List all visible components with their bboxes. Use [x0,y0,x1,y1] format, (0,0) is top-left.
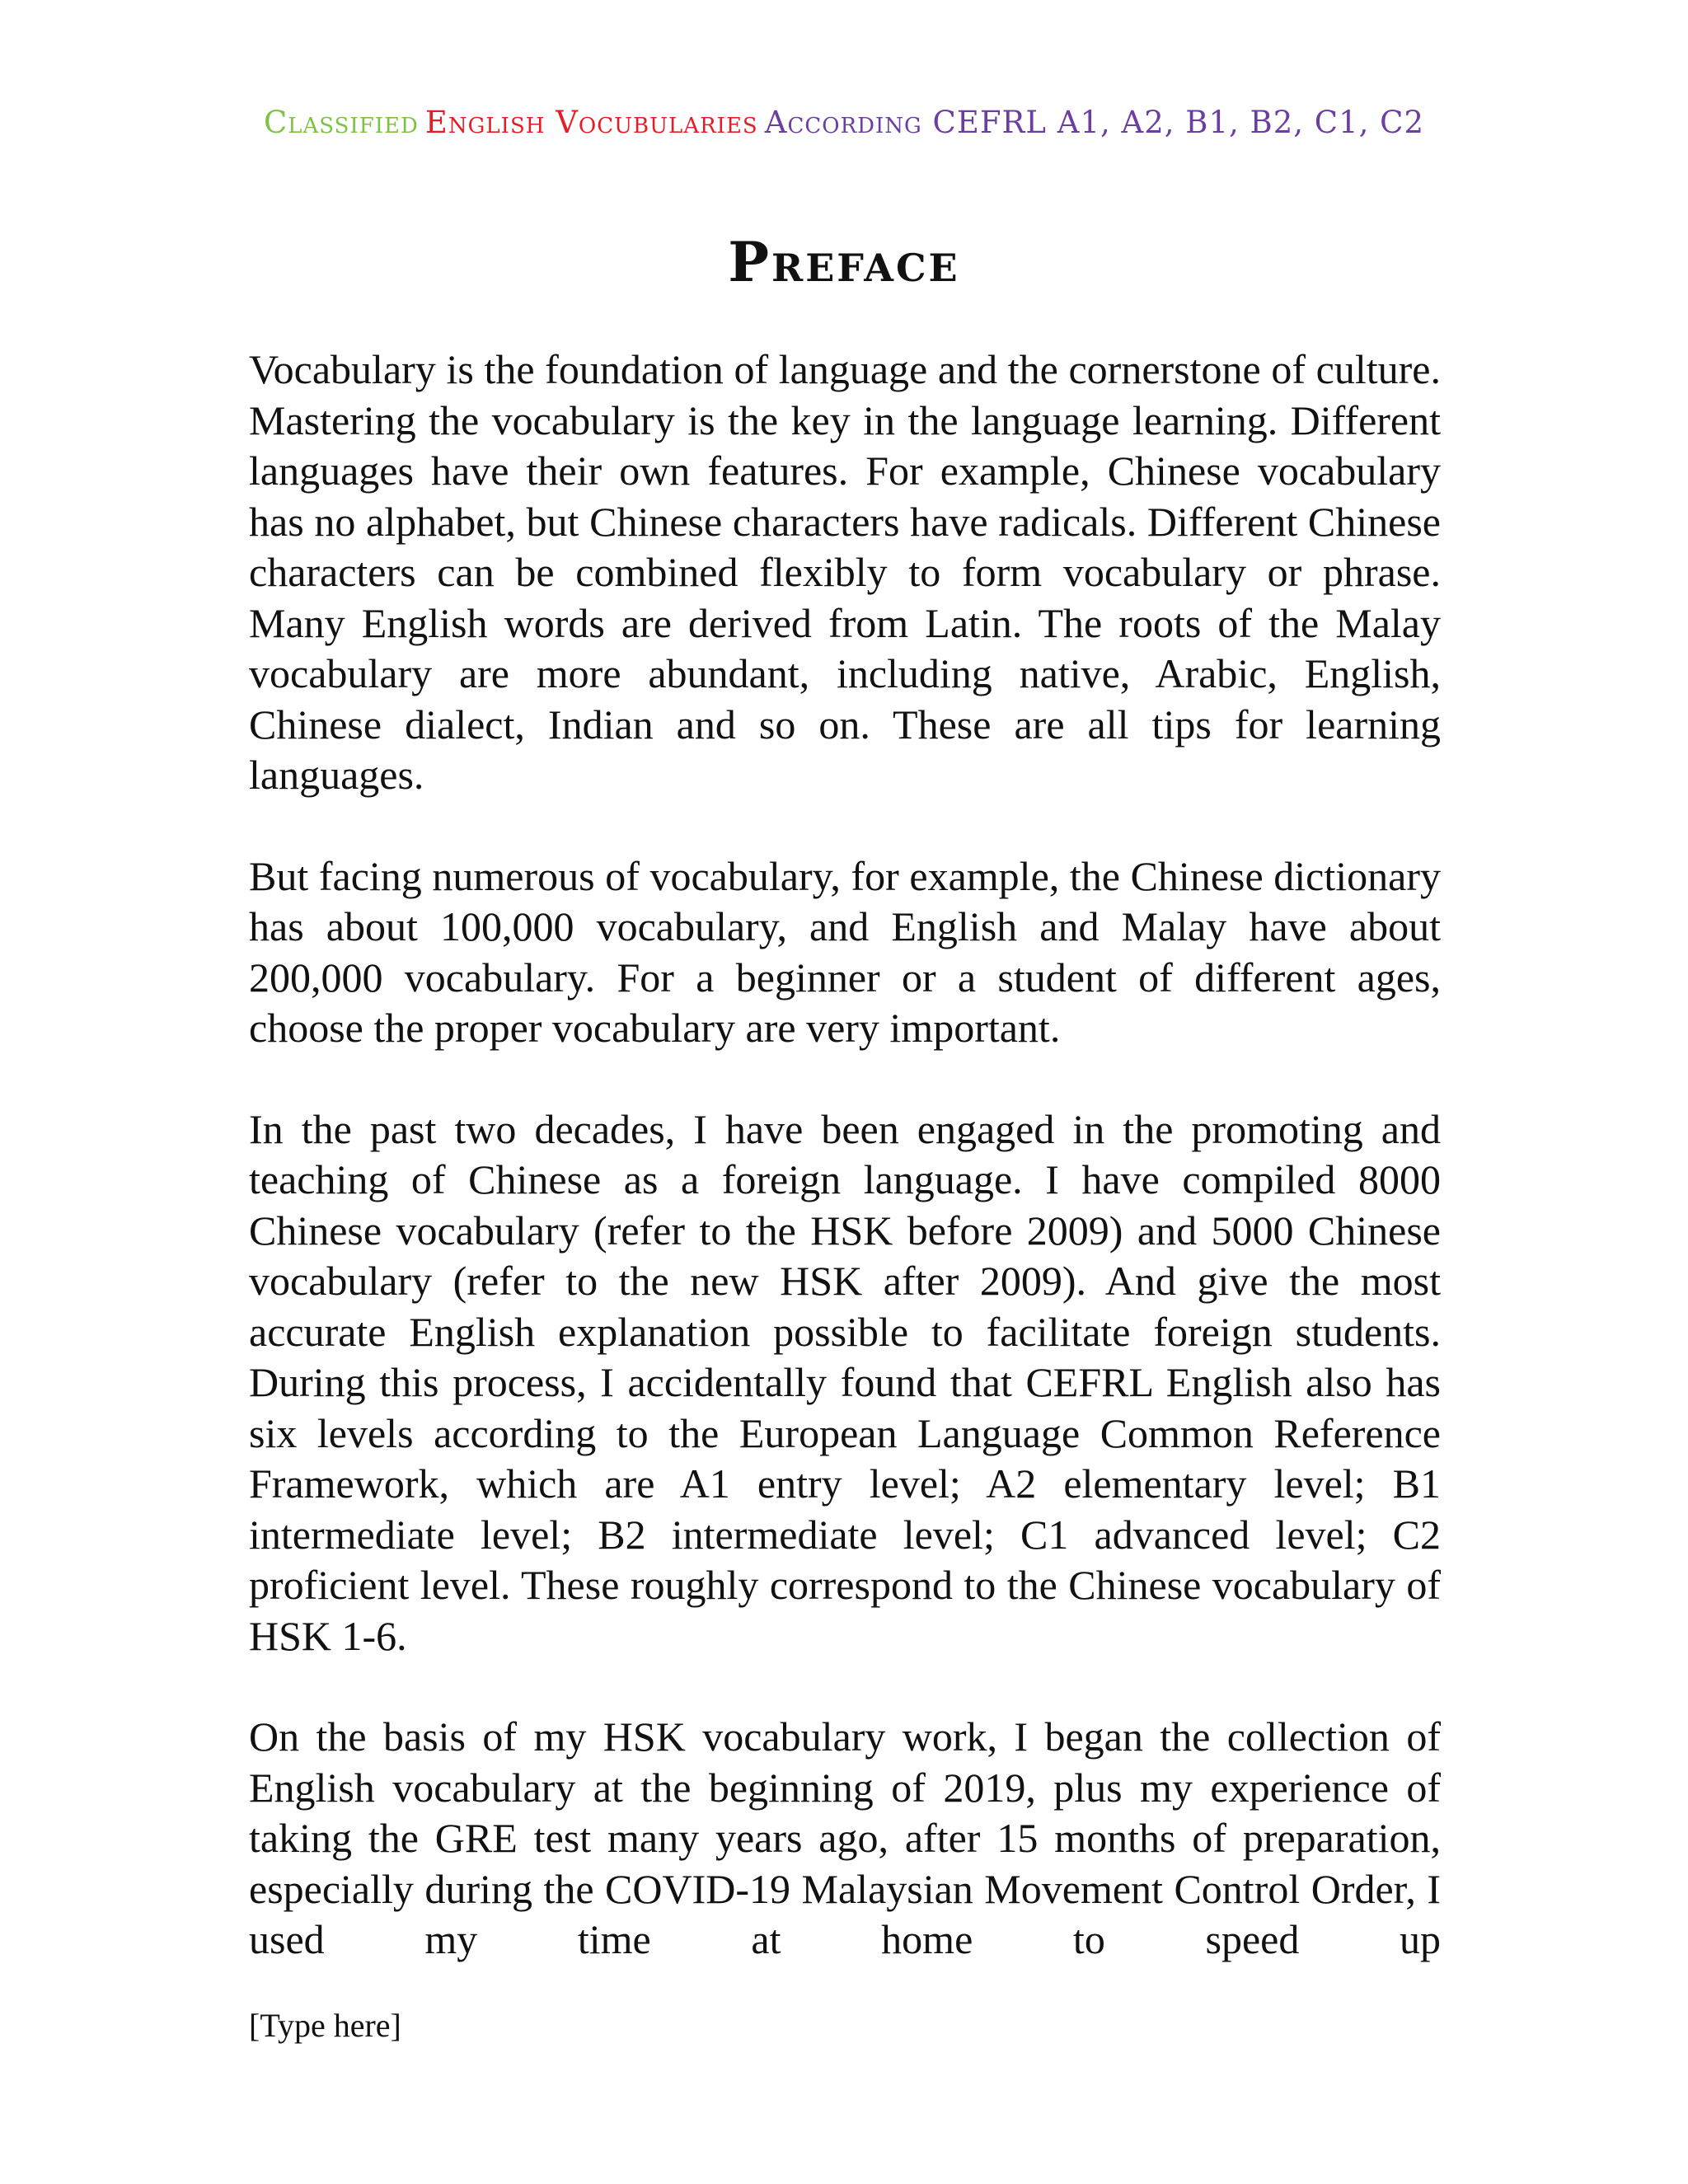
paragraph: In the past two decades, I have been engaged in the promoting and teaching of Chinese as a foreign language. I have compiled 8000 Chinese vocabulary (refer to the HSK before 2009) and 5000 Chinese vocabulary (refer to the new HSK after 2009). And give the most accurate English explanation possible to facilitate foreign students. During this process, I accidentally found that CEFRL English also has six levels according to the European Language Common Reference Framework, which are A1 entry level; A2 elementary level; B1 intermediate level; B2 intermediate level; C1 advanced level; C2 proficient level. These roughly correspond to the Chinese vocabulary of HSK 1-6. [249,1105,1441,1659]
footer-placeholder: [Type here] [249,2007,401,2044]
header-part-english-vocabularies: English Vocubularies [424,105,758,140]
header-part-cefrl-levels: According CEFRL A1, A2, B1, B2, C1, C2 [764,105,1425,140]
paragraph: On the basis of my HSK vocabulary work, I began the collection of English vocabulary at the beginning of 2019, plus my experience of taking the GRE test many years ago, after 15 months of preparation, especially during the COVID-19 Malaysian Movement Control Order, I used my time at home to speed up [249,1713,1441,1962]
header-part-classified: Classified [263,105,419,140]
running-header [0,104,1688,142]
body-text [249,344,1441,2016]
paragraph: But facing numerous of vocabulary, for example, the Chinese dictionary has about 100,000 vocabulary, and English and Malay have about 200,000 vocabulary. For a beginner or a student of different ages, choose the proper vocabulary are very important. [249,852,1441,1051]
paragraph: Vocabulary is the foundation of language and the cornerstone of culture. Mastering the vocabulary is the key in the language learning. Different languages have their own features. For example, Chinese vocabulary has no alphabet, but Chinese characters have radicals. Different Chinese characters can be combined flexibly to form vocabulary or phrase. Many English words are derived from Latin. The roots of the Malay vocabulary are more abundant, including native, Arabic, English, Chinese dialect, Indian and so on. These are all tips for learning languages. [249,346,1441,798]
page-title: Preface [728,230,960,294]
